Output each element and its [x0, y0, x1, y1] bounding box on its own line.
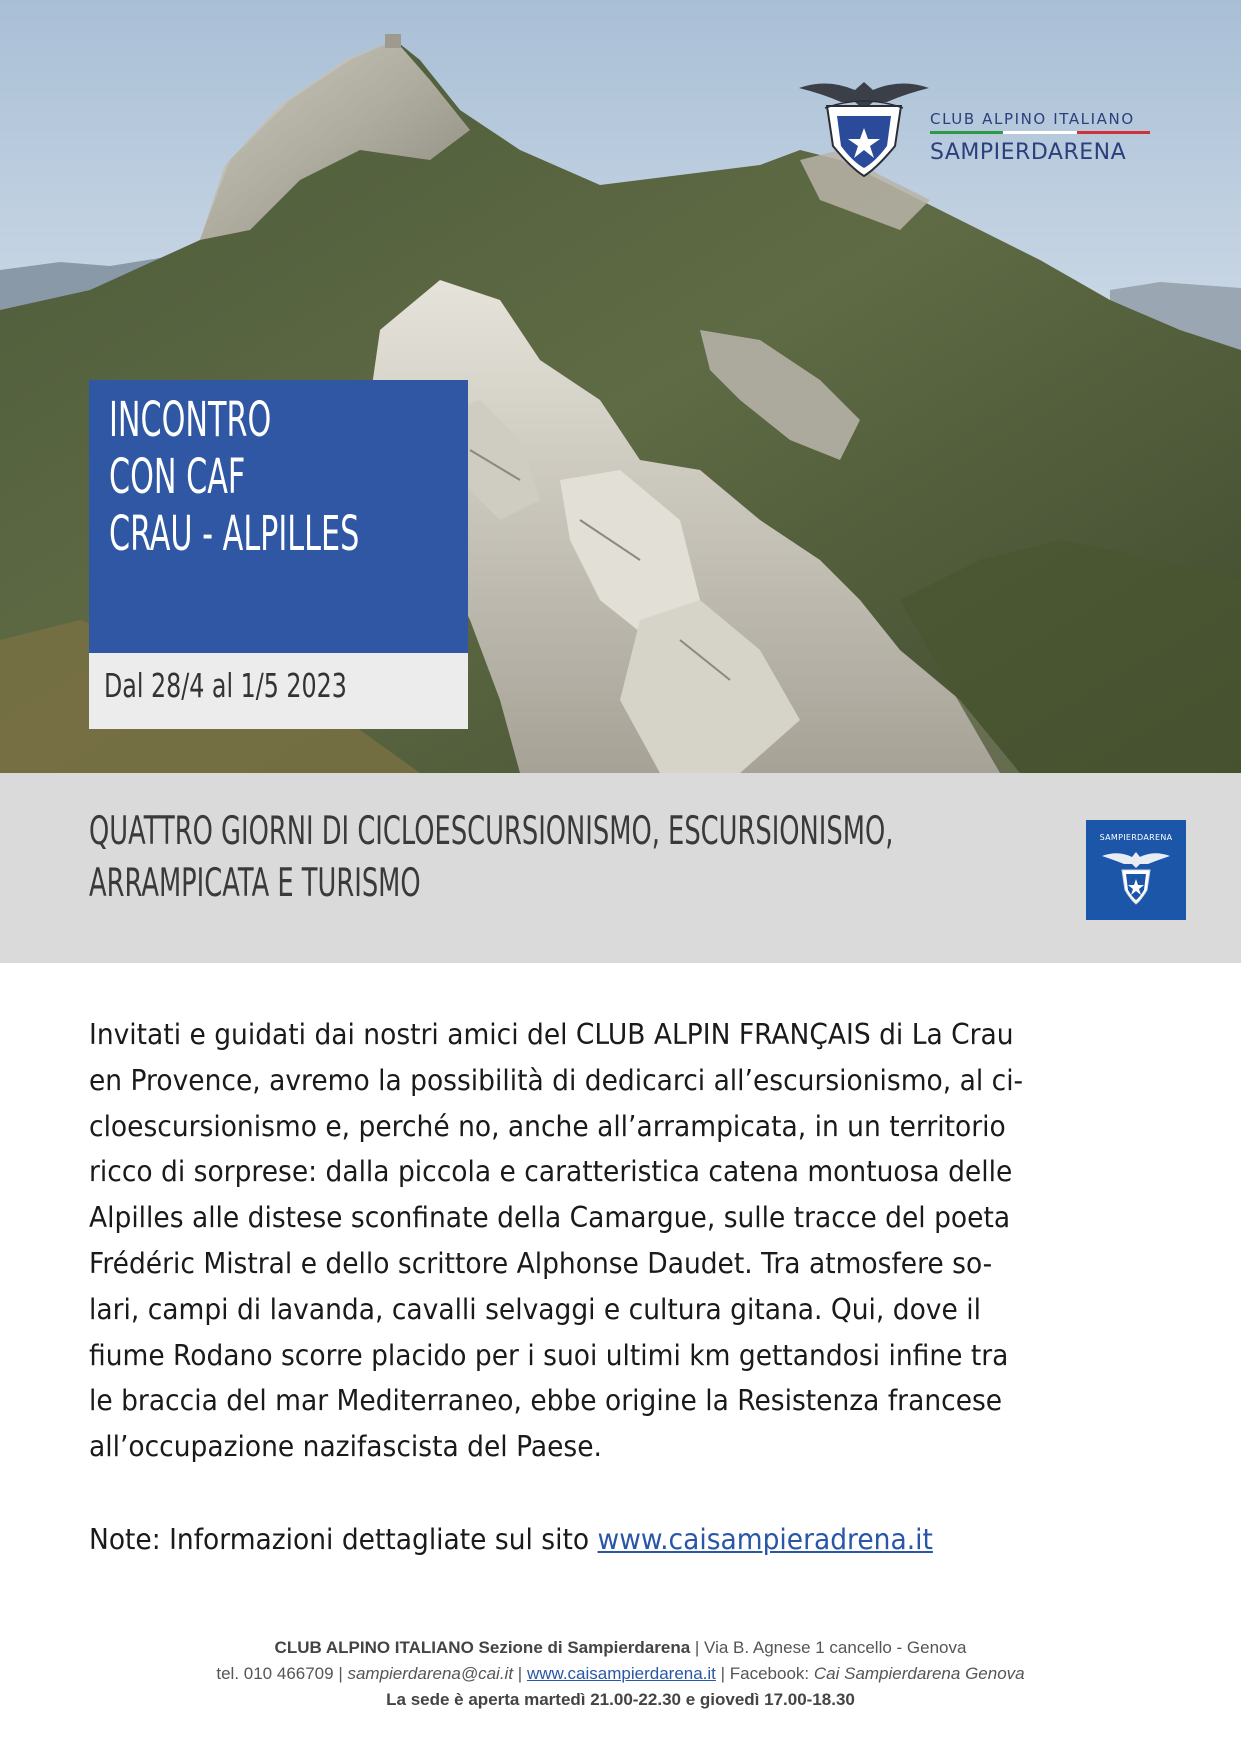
cai-logo [797, 76, 1157, 186]
description-line: fiume Rodano scorre placido per i suoi ultimi km gettandosi infine tra [89, 1338, 1009, 1372]
subtitle-line-1: QUATTRO GIORNI DI CICLOESCURSIONISMO, ESCURSIONISMO, [89, 809, 894, 854]
event-title-box [89, 380, 468, 653]
org-name-line1: CLUB ALPINO ITALIANO [930, 110, 1135, 128]
title-line-1: INCONTRO [109, 392, 272, 448]
stripe-red [1077, 131, 1150, 134]
description-line: Alpilles alle distese sconfinate della Camargue, sulle tracce del poeta [89, 1201, 1011, 1235]
stripe-green [930, 131, 1003, 134]
footer-org: CLUB ALPINO ITALIANO Sezione di Sampierdarena [274, 1638, 691, 1657]
tricolor-stripe [930, 131, 1150, 134]
footer-website-link[interactable]: www.caisampierdarena.it [526, 1664, 716, 1683]
footer-line-3 [0, 1687, 1241, 1713]
description-line: en Provence, avremo la possibilità di dedicarci all’escursionismo, al ci- [89, 1063, 1024, 1097]
note-website-link[interactable]: www.caisampieradrena.it [597, 1523, 933, 1556]
title-line-3: CRAU - ALPILLES [109, 506, 360, 562]
note-line [89, 1517, 933, 1562]
description-line: ricco di sorprese: dalla piccola e caratteristica catena montuosa delle [89, 1155, 1013, 1189]
description-line: all’occupazione nazifascista del Paese. [89, 1430, 602, 1464]
note-prefix: Note: Informazioni dettagliate sul sito [89, 1523, 598, 1556]
cai-eagle-emblem-icon [797, 76, 931, 184]
badge-label: SAMPIERDARENA [1099, 833, 1173, 842]
description-text [89, 1012, 1169, 1470]
description-line: lari, campi di lavanda, cavalli selvaggi e cultura gitana. Qui, dove il [89, 1292, 981, 1326]
footer-tel: tel. 010 466709 | [216, 1664, 348, 1683]
description-line: Frédéric Mistral e dello scrittore Alphonse Daudet. Tra atmosfere so- [89, 1246, 993, 1280]
sampierdarena-badge [1086, 820, 1186, 920]
description-line: Invitati e guidati dai nostri amici del CLUB ALPIN FRANÇAIS di La Crau [89, 1018, 1014, 1051]
description-line: le braccia del mar Mediterraneo, ebbe origine la Resistenza francese [89, 1384, 1003, 1418]
badge-eagle-icon [1086, 820, 1186, 920]
event-date-box [89, 653, 468, 729]
subtitle-band [0, 773, 1241, 963]
footer-line-2 [0, 1661, 1241, 1687]
footer [0, 1635, 1241, 1713]
footer-email[interactable]: sampierdarena@cai.it [347, 1664, 514, 1683]
footer-address: | Via B. Agnese 1 cancello - Genova [690, 1638, 967, 1657]
footer-facebook: Cai Sampierdarena Genova [813, 1664, 1025, 1683]
title-line-2: CON CAF [109, 449, 246, 505]
org-name-line2: SAMPIERDARENA [930, 140, 1127, 165]
footer-line-1 [0, 1635, 1241, 1661]
subtitle-line-2: ARRAMPICATA E TURISMO [89, 861, 421, 906]
footer-hours: La sede è aperta martedì 21.00-22.30 e giovedì 17.00-18.30 [386, 1690, 855, 1709]
event-date: Dal 28/4 al 1/5 2023 [104, 666, 347, 705]
footer-sep: | [513, 1664, 527, 1683]
stripe-white [1003, 131, 1076, 134]
description-line: cloescursionismo e, perché no, anche all’arrampicata, in un territorio [89, 1109, 1006, 1143]
footer-facebook-prefix: | Facebook: [715, 1664, 814, 1683]
